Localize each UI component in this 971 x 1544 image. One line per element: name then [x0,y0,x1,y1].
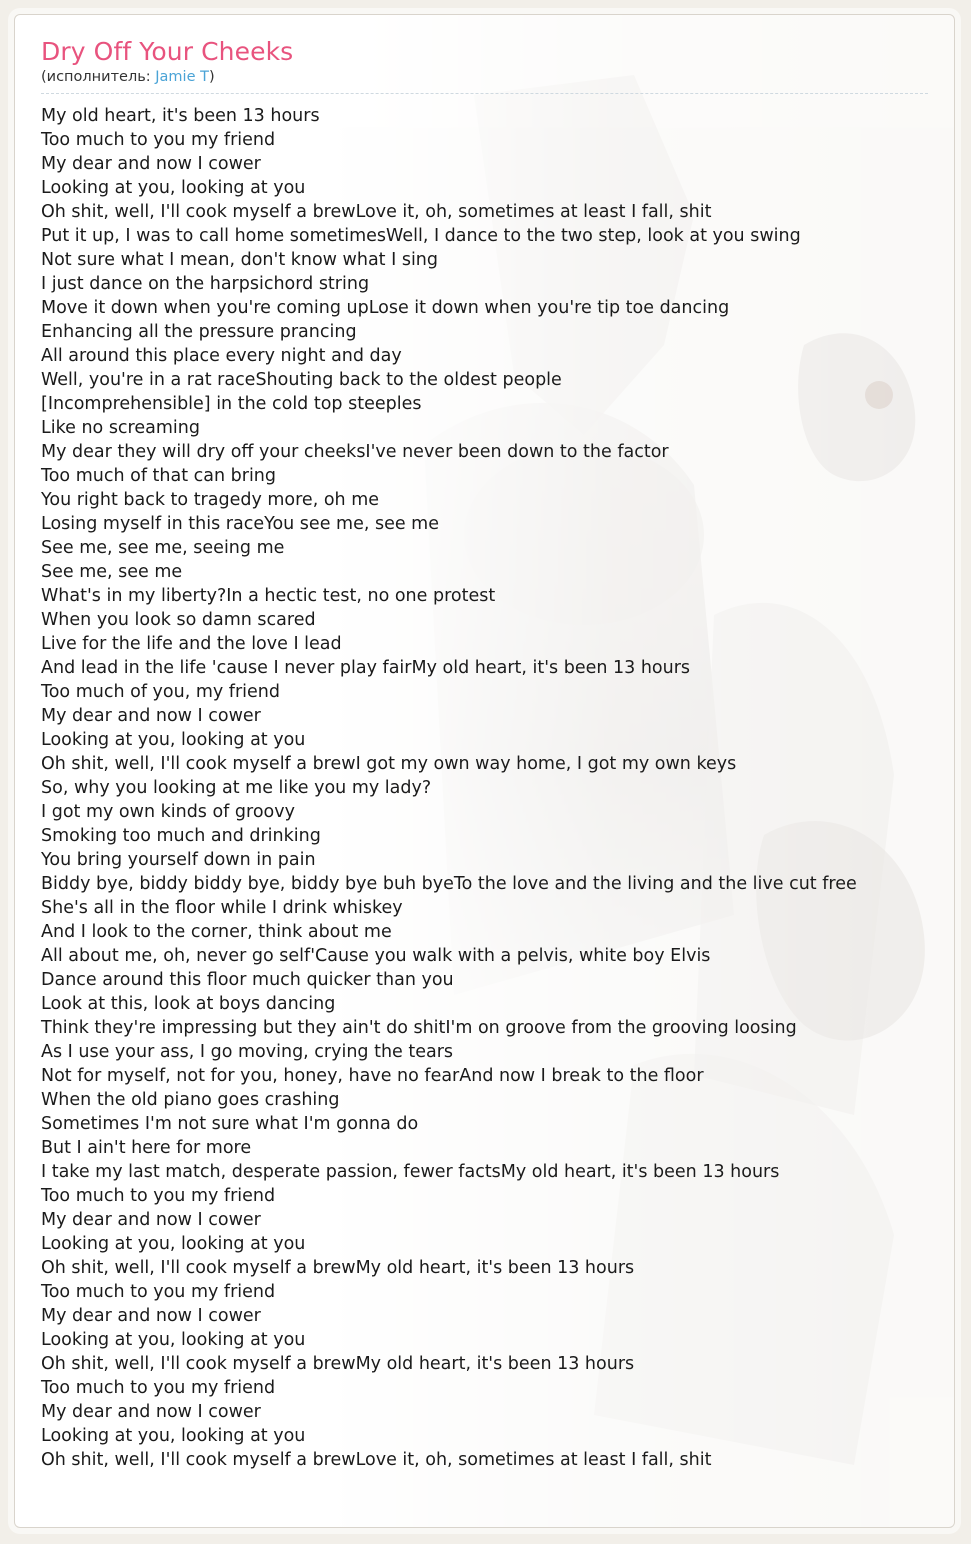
lyrics-line: Looking at you, looking at you [41,730,306,750]
lyrics-line: Too much to you my friend [41,1186,276,1206]
lyrics-line: Oh shit, well, I'll cook myself a brewMy old heart, it's been 13 hours [41,1354,635,1374]
lyrics-line: Looking at you, looking at you [41,1234,306,1254]
lyrics-line: Looking at you, looking at you [41,1330,306,1350]
lyrics-body [41,104,928,1472]
lyrics-line: And lead in the life 'cause I never play fairMy old heart, it's been 13 hours [41,658,691,678]
lyrics-line: Move it down when you're coming upLose it down when you're tip toe dancing [41,298,730,318]
lyrics-page [14,14,955,1528]
lyrics-line: Well, you're in a rat raceShouting back to the oldest people [41,370,562,390]
lyrics-line: Losing myself in this raceYou see me, see me [41,514,439,534]
artist-suffix-text: ) [208,69,215,85]
lyrics-line: Looking at you, looking at you [41,1426,306,1446]
lyrics-line: Biddy bye, biddy biddy bye, biddy bye buh byeTo the love and the living and the live cut free [41,874,857,894]
lyrics-line: When you look so damn scared [41,610,316,630]
lyrics-line: Sometimes I'm not sure what I'm gonna do [41,1114,419,1134]
lyrics-line: Too much to you my friend [41,1282,276,1302]
artist-prefix-text: (исполнитель: [41,69,156,85]
lyrics-line: Too much to you my friend [41,1378,276,1398]
lyrics-line: Look at this, look at boys dancing [41,994,336,1014]
lyrics-line: Too much to you my friend [41,130,276,150]
lyrics-line: Not sure what I mean, don't know what I sing [41,250,439,270]
lyrics-line: Oh shit, well, I'll cook myself a brewLove it, oh, sometimes at least I fall, shit [41,1450,712,1470]
lyrics-line: Smoking too much and drinking [41,826,321,846]
lyrics-line: My dear and now I cower [41,1306,261,1326]
page-title: Dry Off Your Cheeks [41,37,294,66]
lyrics-line: Looking at you, looking at you [41,178,306,198]
lyrics-line: Live for the life and the love I lead [41,634,342,654]
lyrics-line: When the old piano goes crashing [41,1090,340,1110]
lyrics-line: Dance around this floor much quicker than you [41,970,454,990]
lyrics-line: I just dance on the harpsichord string [41,274,370,294]
lyrics-line: Too much of that can bring [41,466,277,486]
lyrics-line: My old heart, it's been 13 hours [41,106,320,126]
lyrics-line: My dear and now I cower [41,154,261,174]
lyrics-line: Enhancing all the pressure prancing [41,322,357,342]
lyrics-line: You bring yourself down in pain [41,850,316,870]
lyrics-line: What's in my liberty?In a hectic test, no one protest [41,586,496,606]
lyrics-line: Not for myself, not for you, honey, have no fearAnd now I break to the floor [41,1066,704,1086]
lyrics-line: See me, see me, seeing me [41,538,285,558]
lyrics-line: My dear they will dry off your cheeksI've never been down to the factor [41,442,669,462]
lyrics-line: Oh shit, well, I'll cook myself a brewLove it, oh, sometimes at least I fall, shit [41,202,712,222]
lyrics-line: Think they're impressing but they ain't do shitI'm on groove from the grooving loosing [41,1018,797,1038]
lyrics-line: All around this place every night and day [41,346,402,366]
lyrics-line: And I look to the corner, think about me [41,922,392,942]
lyrics-line: As I use your ass, I go moving, crying the tears [41,1042,454,1062]
lyrics-line: She's all in the floor while I drink whiskey [41,898,403,918]
artist-link[interactable]: Jamie T [155,69,209,85]
lyrics-line: I got my own kinds of groovy [41,802,295,822]
lyrics-line: Oh shit, well, I'll cook myself a brewMy old heart, it's been 13 hours [41,1258,635,1278]
lyrics-line: See me, see me [41,562,183,582]
lyrics-line: So, why you looking at me like you my lady? [41,778,432,798]
lyrics-line: Too much of you, my friend [41,682,280,702]
lyrics-line: Put it up, I was to call home sometimesWell, I dance to the two step, look at you swing [41,226,801,246]
lyrics-line: You right back to tragedy more, oh me [41,490,380,510]
lyrics-line: I take my last match, desperate passion, fewer factsMy old heart, it's been 13 hours [41,1162,780,1182]
lyrics-line: [Incomprehensible] in the cold top steeples [41,394,422,414]
lyrics-line: Oh shit, well, I'll cook myself a brewI got my own way home, I got my own keys [41,754,737,774]
page-content [15,15,954,1482]
artist-line [41,69,928,94]
lyrics-line: My dear and now I cower [41,1210,261,1230]
lyrics-line: My dear and now I cower [41,706,261,726]
lyrics-line: My dear and now I cower [41,1402,261,1422]
lyrics-line: All about me, oh, never go self'Cause you walk with a pelvis, white boy Elvis [41,946,711,966]
lyrics-line: But I ain't here for more [41,1138,252,1158]
lyrics-line: Like no screaming [41,418,200,438]
